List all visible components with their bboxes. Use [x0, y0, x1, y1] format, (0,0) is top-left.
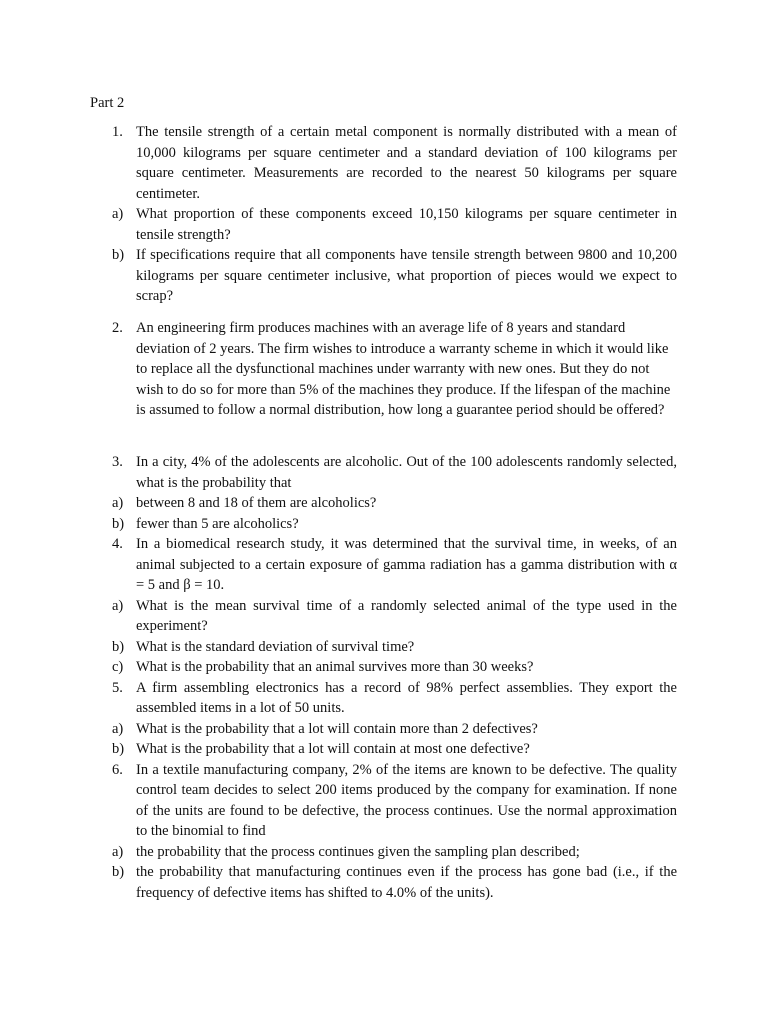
list-marker: 6.: [112, 761, 123, 778]
list-marker: a): [112, 720, 124, 737]
list-item-text: In a textile manufacturing company, 2% of the items are known to be defective. The quality control team decides to select 200 items produced by the company for examination. If none of the units are found to be defective, the process continues. Use the normal approximation to the binomial to find: [136, 761, 677, 839]
list-marker: 4.: [112, 536, 123, 552]
question-block-3: [90, 452, 677, 903]
list-marker: 5.: [112, 679, 123, 696]
list-item-text: What is the mean survival time of a randomly selected animal of the type used in the experiment?: [136, 597, 677, 634]
list-item-text: A firm assembling electronics has a record of 98% perfect assemblies. They export the assembled items in a lot of 50 units.: [136, 679, 677, 716]
question-block-1: [90, 122, 677, 307]
list-item-text: In a biomedical research study, it was determined that the survival time, in weeks, of an animal subjected to a certain exposure of gamma radiation has a gamma distribution with α = 5 and β = 10.: [136, 536, 677, 593]
list-item: [90, 657, 677, 678]
list-marker: c): [112, 659, 124, 675]
list-marker: a): [112, 597, 124, 614]
list-marker: a): [112, 206, 124, 222]
list-item: [90, 678, 677, 719]
list-item: [90, 493, 677, 514]
list-item-text: What proportion of these components exceed 10,150 kilograms per square centimeter in tensile strength?: [136, 206, 677, 243]
list-item: [90, 204, 677, 245]
list-marker: b): [112, 638, 125, 655]
list-item-text: the probability that the process continues given the sampling plan described;: [136, 843, 580, 860]
list-item: [90, 452, 677, 493]
list-item-text: An engineering firm produces machines with an average life of 8 years and standard deviation of 2 years. The firm wishes to introduce a warranty scheme in which it would like to replace all the dysfunctional machines under warranty with new ones. But they do not wish to do so for more than 5% of the machines they produce. If the lifespan of the machine is assumed to follow a normal distribution, how long a guarantee period should be offered?: [136, 320, 671, 418]
list-item: [90, 596, 677, 637]
list-item: [90, 534, 677, 596]
list-marker: 3.: [112, 454, 123, 470]
list-item-text: fewer than 5 are alcoholics?: [136, 515, 299, 532]
list-marker: 2.: [112, 320, 123, 336]
list-marker: b): [112, 515, 125, 532]
list-item-text: If specifications require that all components have tensile strength between 9800 and 10,200 kilograms per square centimeter inclusive, what proportion of pieces would we expect to scrap?: [136, 247, 677, 304]
list-marker: a): [112, 843, 124, 860]
list-item: [90, 862, 677, 903]
list-marker: a): [112, 495, 124, 511]
list-item-text: What is the probability that a lot will contain more than 2 defectives?: [136, 720, 538, 737]
list-item-text: between 8 and 18 of them are alcoholics?: [136, 495, 377, 511]
question-block-2: [90, 318, 677, 421]
list-item-text: the probability that manufacturing continues even if the process has gone bad (i.e., if the frequency of defective items has shifted to 4.0% of the units).: [136, 864, 677, 901]
list-item-text: What is the standard deviation of survival time?: [136, 638, 415, 655]
list-item-text: In a city, 4% of the adolescents are alcoholic. Out of the 100 adolescents randomly selected, what is the probability that: [136, 454, 677, 491]
section-heading: Part 2: [90, 95, 125, 111]
list-item: [90, 637, 677, 658]
list-marker: b): [112, 741, 125, 757]
list-item: [90, 122, 677, 204]
list-marker: b): [112, 864, 125, 880]
list-marker: 1.: [112, 124, 123, 140]
list-item: [90, 842, 677, 863]
list-item-text: The tensile strength of a certain metal component is normally distributed with a mean of 10,000 kilograms per square centimeter and a standard deviation of 100 kilograms per square centimeter. Measurements are recorded to the nearest 50 kilograms per square centimeter.: [136, 124, 677, 202]
list-item: [90, 719, 677, 740]
list-item: [90, 318, 677, 421]
list-item: [90, 739, 677, 760]
list-item-text: What is the probability that a lot will contain at most one defective?: [136, 741, 530, 757]
list-item: [90, 514, 677, 535]
list-item-text: What is the probability that an animal survives more than 30 weeks?: [136, 659, 534, 675]
list-item: [90, 245, 677, 307]
list-marker: b): [112, 247, 125, 263]
list-item: [90, 760, 677, 842]
